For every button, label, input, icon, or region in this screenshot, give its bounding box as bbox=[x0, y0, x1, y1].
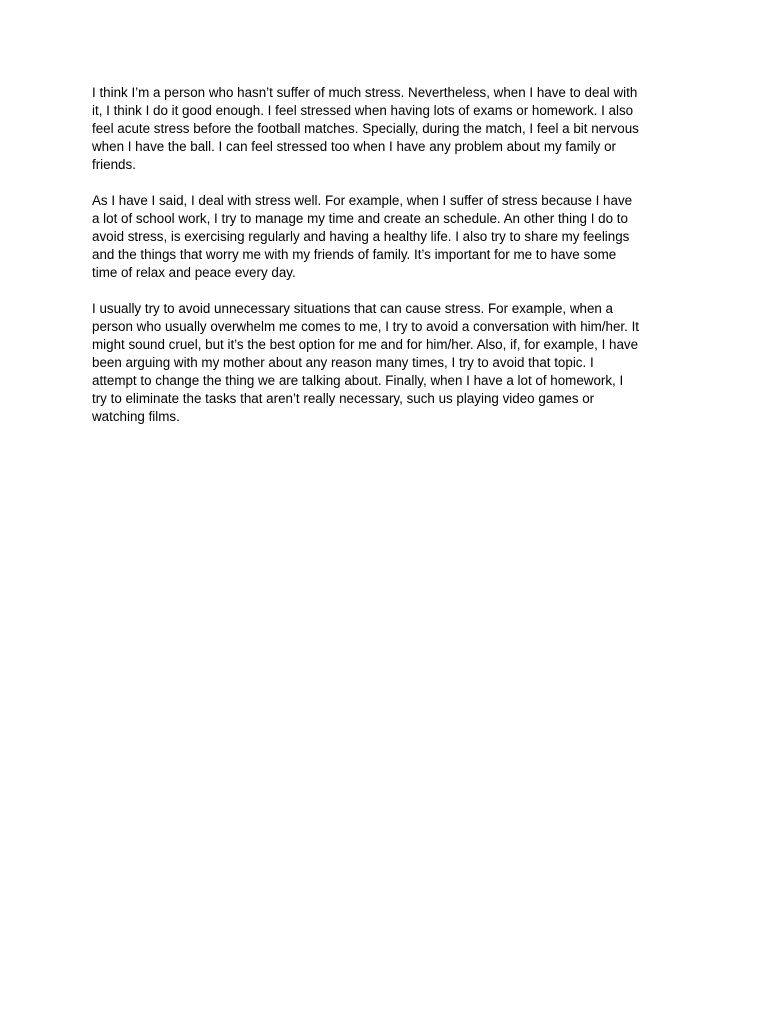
paragraph-3 bbox=[92, 300, 692, 426]
paragraph-line: I think I’m a person who hasn’t suffer of much stress. Nevertheless, when I have to deal with bbox=[92, 85, 638, 100]
paragraph-line: I usually try to avoid unnecessary situations that can cause stress. For example, when a bbox=[92, 301, 614, 316]
paragraph-line: feel acute stress before the football matches. Specially, during the match, I feel a bit nervous bbox=[92, 121, 639, 136]
paragraph-line: and the things that worry me with my friends of family. It’s important for me to have some bbox=[92, 247, 617, 262]
paragraph-line: person who usually overwhelm me comes to me, I try to avoid a conversation with him/her. It bbox=[92, 319, 640, 334]
paragraph-line: As I have I said, I deal with stress well. For example, when I suffer of stress because I have bbox=[92, 193, 633, 208]
paragraph-line: avoid stress, is exercising regularly and having a healthy life. I also try to share my feelings bbox=[92, 229, 630, 244]
document-page bbox=[92, 84, 692, 444]
paragraph-line: when I have the ball. I can feel stressed too when I have any problem about my family or bbox=[92, 139, 617, 154]
paragraph-line: watching films. bbox=[92, 409, 180, 424]
paragraph-1 bbox=[92, 84, 692, 174]
paragraph-line: a lot of school work, I try to manage my time and create an schedule. An other thing I do to bbox=[92, 211, 628, 226]
paragraph-line: it, I think I do it good enough. I feel stressed when having lots of exams or homework. I also bbox=[92, 103, 634, 118]
paragraph-line: try to eliminate the tasks that aren’t really necessary, such us playing video games or bbox=[92, 391, 595, 406]
paragraph-line: attempt to change the thing we are talking about. Finally, when I have a lot of homework, I bbox=[92, 373, 624, 388]
paragraph-line: might sound cruel, but it’s the best option for me and for him/her. Also, if, for example, I have bbox=[92, 337, 639, 352]
paragraph-2 bbox=[92, 192, 692, 282]
paragraph-line: time of relax and peace every day. bbox=[92, 265, 296, 280]
paragraph-line: been arguing with my mother about any reason many times, I try to avoid that topic. I bbox=[92, 355, 594, 370]
paragraph-line: friends. bbox=[92, 157, 136, 172]
